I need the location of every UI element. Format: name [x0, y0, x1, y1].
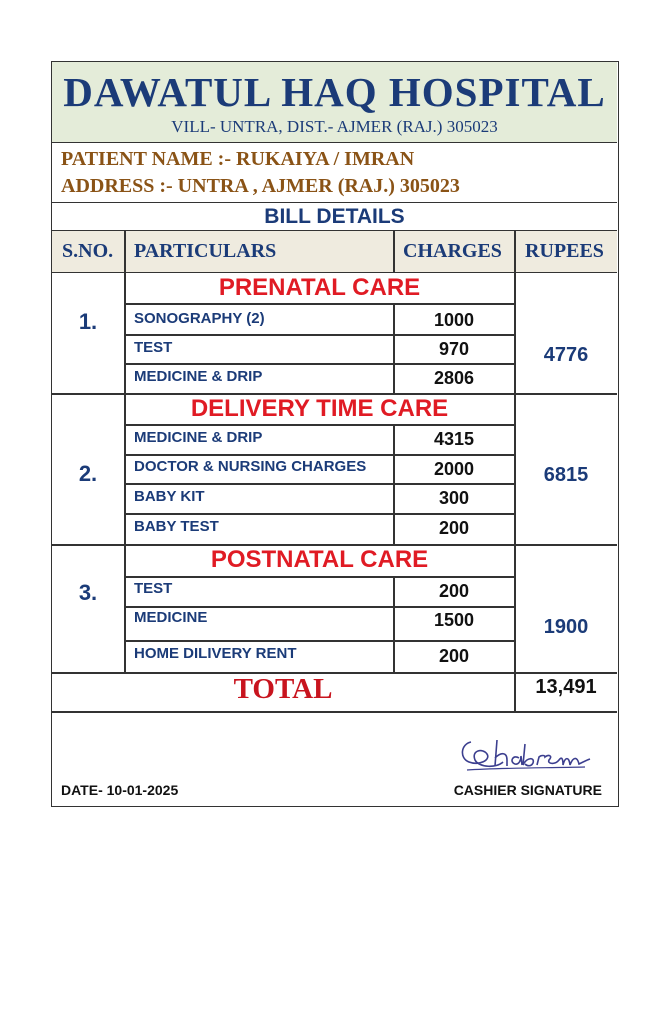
grid-line [124, 454, 514, 456]
grid-line [124, 513, 514, 515]
item-name: BABY TEST [134, 518, 219, 535]
section-number: 3. [78, 580, 98, 605]
cashier-signature-label: CASHIER SIGNATURE [453, 782, 602, 798]
bill-date: DATE- 10-01-2025 [61, 782, 179, 798]
item-charge: 300 [438, 488, 470, 508]
grid-line [52, 711, 617, 713]
item-name: TEST [134, 580, 173, 597]
bill-details-title: BILL DETAILS [52, 203, 617, 231]
total-value: 13,491 [535, 676, 597, 698]
item-charge: 2806 [433, 368, 475, 388]
item-name: TEST [134, 339, 173, 356]
item-charge: 200 [438, 518, 470, 538]
patient-info [52, 144, 617, 203]
item-name: MEDICINE & DRIP [134, 368, 263, 385]
hospital-header [52, 62, 617, 143]
item-charge: 970 [438, 339, 470, 359]
table-header [52, 231, 617, 273]
section-title-postnatal: POSTNATAL CARE [210, 546, 429, 573]
item-name: DOCTOR & NURSING CHARGES [134, 458, 367, 475]
section-rupees: 4776 [543, 344, 589, 366]
grid-line [124, 640, 514, 642]
grid-line [124, 334, 514, 336]
col-particulars: PARTICULARS [134, 240, 277, 262]
grid-line [124, 576, 514, 578]
item-charge: 1500 [433, 610, 475, 630]
hospital-name: DAWATUL HAQ HOSPITAL [63, 69, 606, 115]
total-label: TOTAL [233, 673, 333, 705]
section-title-prenatal: PRENATAL CARE [218, 274, 421, 301]
item-charge: 200 [438, 646, 470, 666]
item-name: SONOGRAPHY (2) [134, 310, 265, 327]
item-charge: 4315 [433, 429, 475, 449]
item-charge: 1000 [433, 310, 475, 330]
section-rupees: 6815 [543, 464, 589, 486]
grid-line [124, 363, 514, 365]
col-rupees: RUPEES [525, 240, 604, 262]
grid-line [124, 424, 514, 426]
cashier-signature-image [457, 730, 592, 776]
grid-line [124, 483, 514, 485]
patient-address: ADDRESS :- UNTRA , AJMER (RAJ.) 305023 [61, 175, 460, 197]
col-charges: CHARGES [403, 240, 502, 262]
bill-document [51, 61, 619, 807]
item-charge: 200 [438, 581, 470, 601]
grid-line [393, 231, 395, 273]
item-name: HOME DILIVERY RENT [134, 645, 297, 662]
item-name: BABY KIT [134, 488, 205, 505]
col-sno: S.NO. [62, 240, 114, 262]
section-number: 2. [78, 461, 98, 486]
patient-name: PATIENT NAME :- RUKAIYA / IMRAN [61, 148, 415, 170]
grid-line [124, 303, 514, 305]
item-name: MEDICINE [134, 609, 208, 626]
item-name: MEDICINE & DRIP [134, 429, 263, 446]
grid-line [124, 606, 514, 608]
hospital-address: VILL- UNTRA, DIST.- AJMER (RAJ.) 305023 [171, 117, 498, 136]
section-number: 1. [78, 309, 98, 334]
section-title-delivery: DELIVERY TIME CARE [190, 395, 449, 422]
section-rupees: 1900 [543, 616, 589, 638]
item-charge: 2000 [433, 459, 475, 479]
